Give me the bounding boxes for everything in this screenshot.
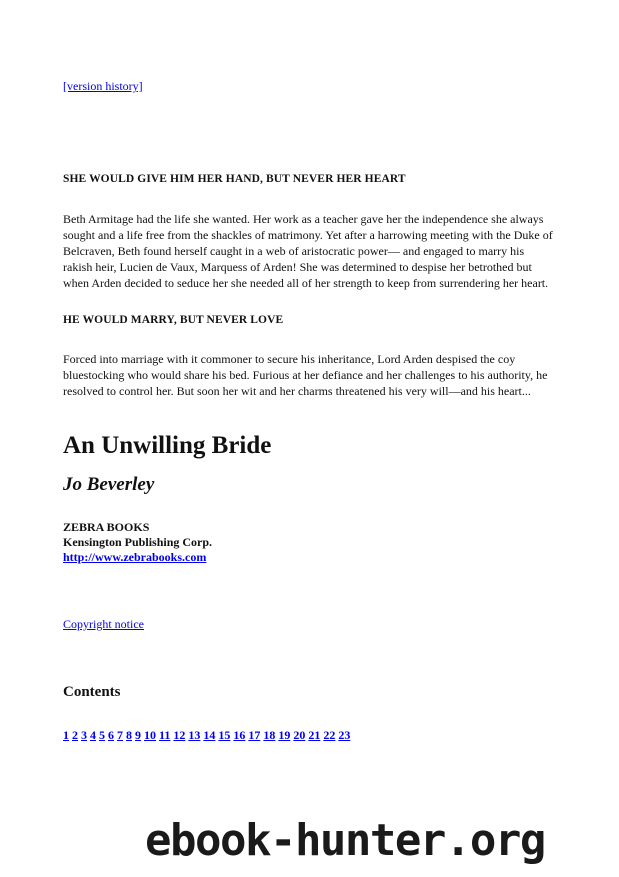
chapter-links xyxy=(63,728,353,743)
chapter-link[interactable]: 3 xyxy=(81,728,87,742)
chapter-link[interactable]: 21 xyxy=(308,728,321,742)
chapter-link[interactable]: 12 xyxy=(173,728,186,742)
chapter-link[interactable]: 10 xyxy=(144,728,156,742)
publisher-corp: Kensington Publishing Corp. xyxy=(63,535,213,549)
chapter-link[interactable]: 19 xyxy=(278,728,291,742)
chapter-link[interactable]: 22 xyxy=(323,728,336,742)
watermark: ebook-hunter.org xyxy=(145,815,545,866)
blurb-paragraph-1: Beth Armitage had the life she wanted. Her work as a teacher gave her the independence she always sought and a life free from the shackles of matrimony. Yet after a harrowing meeting with the Duke of Belcraven, Beth found herself caught in a web of aristocratic power— and engaged to marry his rakish heir, Lucien de Vaux, Marquess of Arden! She was determined to despise her betrothed but when Arden decided to seduce her she needed all of her strength to keep from surrendering her heart. xyxy=(63,212,553,290)
chapter-link[interactable]: 1 xyxy=(63,728,69,742)
chapter-link[interactable]: 6 xyxy=(108,728,114,742)
publisher-website-link[interactable]: http://www.zebrabooks.com xyxy=(63,550,207,564)
copyright-notice-link[interactable]: Copyright notice xyxy=(63,617,144,631)
chapter-link[interactable]: 4 xyxy=(90,728,96,742)
chapter-link[interactable]: 5 xyxy=(99,728,105,742)
book-title: An Unwilling Bride xyxy=(63,432,272,459)
chapter-link[interactable]: 16 xyxy=(233,728,246,742)
book-author: Jo Beverley xyxy=(63,474,155,495)
chapter-link[interactable]: 15 xyxy=(218,728,231,742)
contents-heading: Contents xyxy=(63,684,121,700)
version-history-link[interactable]: [version history] xyxy=(63,79,143,93)
chapter-link[interactable]: 8 xyxy=(126,728,132,742)
chapter-link[interactable]: 11 xyxy=(159,728,171,742)
chapter-link[interactable]: 9 xyxy=(135,728,141,742)
chapter-link[interactable]: 20 xyxy=(293,728,306,742)
blurb-heading-2: HE WOULD MARRY, BUT NEVER LOVE xyxy=(63,314,284,326)
publisher-block xyxy=(63,520,212,565)
chapter-link[interactable]: 2 xyxy=(72,728,78,742)
publisher-name: ZEBRA BOOKS xyxy=(63,520,150,534)
blurb-heading-1: SHE WOULD GIVE HIM HER HAND, BUT NEVER HER HEART xyxy=(63,173,406,185)
chapter-link[interactable]: 13 xyxy=(188,728,201,742)
chapter-link[interactable]: 23 xyxy=(338,728,351,742)
blurb-paragraph-2: Forced into marriage with it commoner to secure his inheritance, Lord Arden despised the coy bluestocking who would share his bed. Furious at her defiance and her challenges to his authority, he resolved to control her. But soon her wit and her charms threatened his very will—and his heart... xyxy=(63,352,548,398)
chapter-link[interactable]: 18 xyxy=(263,728,276,742)
chapter-link[interactable]: 7 xyxy=(117,728,123,742)
chapter-link[interactable]: 17 xyxy=(248,728,261,742)
chapter-link[interactable]: 14 xyxy=(203,728,216,742)
